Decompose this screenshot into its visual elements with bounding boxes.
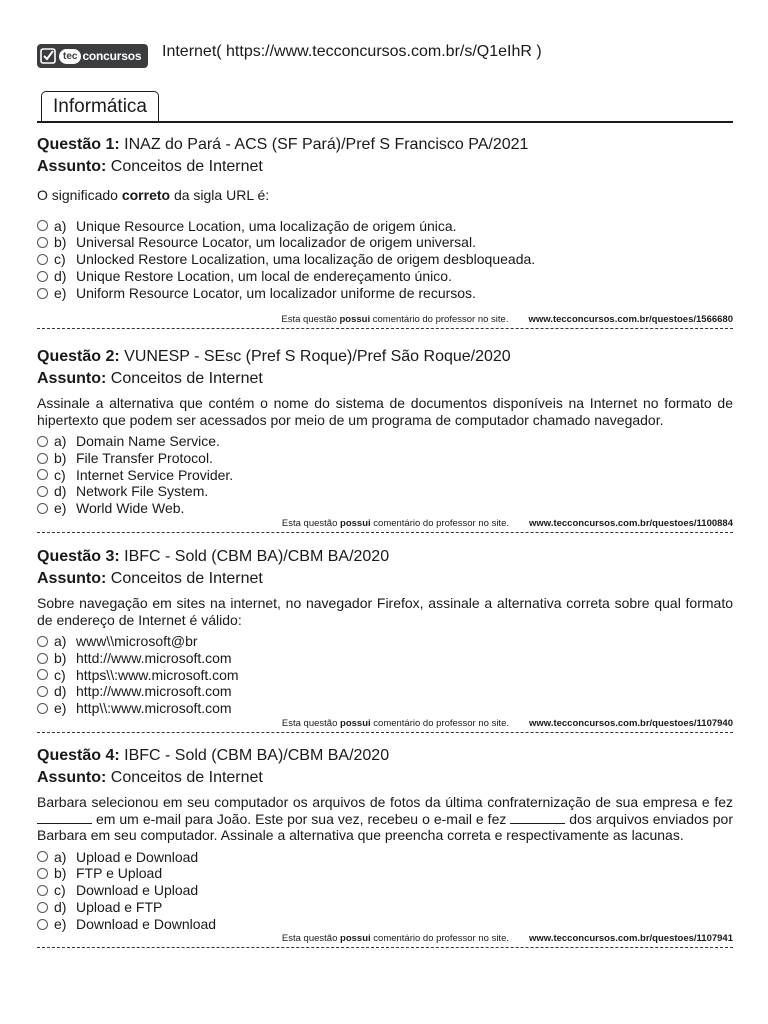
options-list xyxy=(37,633,733,717)
option-b[interactable]: b) httd://www.microsoft.com xyxy=(37,650,733,667)
question-title: Questão 4: IBFC - Sold (CBM BA)/CBM BA/2020 xyxy=(37,747,390,764)
radio-icon[interactable] xyxy=(37,636,48,647)
logo-tec-badge: tec xyxy=(59,49,81,64)
question-1 xyxy=(37,134,733,329)
question-subject: Assunto: Conceitos de Internet xyxy=(37,769,263,786)
option-c[interactable]: c) https\\:www.microsoft.com xyxy=(37,667,733,684)
question-title: Questão 1: INAZ do Pará - ACS (SF Pará)/Pref S Francisco PA/2021 xyxy=(37,136,529,153)
footer-note: Esta questão possui comentário do professor no site. xyxy=(281,717,509,729)
option-a[interactable]: a) Domain Name Service. xyxy=(37,433,733,450)
option-c[interactable]: c) Download e Upload xyxy=(37,882,733,899)
radio-icon[interactable] xyxy=(37,868,48,879)
radio-icon[interactable] xyxy=(37,220,48,231)
question-text: Barbara selecionou em seu computador os arquivos de fotos da última confraternização de sua empresa e fez em um e-mail para João. Este por sua vez, recebeu o e-mail e fez dos arquivos enviados por Barbara em seu computador. Assinale a alternativa que preencha correta e respectivamente as lacunas. xyxy=(37,794,733,843)
footer-note: Esta questão possui comentário do professor no site. xyxy=(281,517,509,529)
blank-field xyxy=(37,811,92,824)
radio-icon[interactable] xyxy=(37,271,48,282)
option-d[interactable]: d) Unique Restore Location, um local de endereçamento único. xyxy=(37,268,733,285)
radio-icon[interactable] xyxy=(37,503,48,514)
radio-icon[interactable] xyxy=(37,453,48,464)
radio-icon[interactable] xyxy=(37,902,48,913)
radio-icon[interactable] xyxy=(37,469,48,480)
radio-icon[interactable] xyxy=(37,653,48,664)
page-title: Internet( https://www.tecconcursos.com.br/s/Q1eIhR ) xyxy=(162,43,542,60)
option-b[interactable]: b) File Transfer Protocol. xyxy=(37,450,733,467)
tecconcursos-logo xyxy=(37,44,148,68)
radio-icon[interactable] xyxy=(37,885,48,896)
check-icon xyxy=(37,44,59,68)
question-footer xyxy=(37,718,733,733)
option-e[interactable]: e) http\\:www.microsoft.com xyxy=(37,700,733,717)
option-d[interactable]: d) Upload e FTP xyxy=(37,899,733,916)
question-title: Questão 2: VUNESP - SEsc (Pref S Roque)/Pref São Roque/2020 xyxy=(37,348,511,365)
radio-icon[interactable] xyxy=(37,436,48,447)
question-text: Sobre navegação em sites na internet, no navegador Firefox, assinale a alternativa correta sobre qual formato de endereço de Internet é válido: xyxy=(37,595,733,628)
radio-icon[interactable] xyxy=(37,669,48,680)
question-3 xyxy=(37,546,733,733)
options-list xyxy=(37,433,733,517)
option-a[interactable]: a) Upload e Download xyxy=(37,849,733,866)
blank-field xyxy=(510,811,565,824)
radio-icon[interactable] xyxy=(37,254,48,265)
option-d[interactable]: d) Network File System. xyxy=(37,483,733,500)
options-list xyxy=(37,218,733,302)
radio-icon[interactable] xyxy=(37,686,48,697)
question-2 xyxy=(37,346,733,533)
option-e[interactable]: e) Uniform Resource Locator, um localizador uniforme de recursos. xyxy=(37,285,733,302)
question-4 xyxy=(37,745,733,948)
options-list xyxy=(37,849,733,933)
question-footer xyxy=(37,933,733,948)
option-e[interactable]: e) Download e Download xyxy=(37,916,733,933)
question-subject: Assunto: Conceitos de Internet xyxy=(37,370,263,387)
option-b[interactable]: b) FTP e Upload xyxy=(37,865,733,882)
option-a[interactable]: a) Unique Resource Location, uma localização de origem única. xyxy=(37,218,733,235)
footer-note: Esta questão possui comentário do professor no site. xyxy=(281,314,509,326)
footer-note: Esta questão possui comentário do professor no site. xyxy=(281,933,509,945)
radio-icon[interactable] xyxy=(37,703,48,714)
question-title: Questão 3: IBFC - Sold (CBM BA)/CBM BA/2020 xyxy=(37,548,390,565)
option-a[interactable]: a) www\\microsoft@br xyxy=(37,633,733,650)
option-b[interactable]: b) Universal Resource Locator, um localizador de origem universal. xyxy=(37,234,733,251)
subject-divider xyxy=(37,121,733,123)
option-e[interactable]: e) World Wide Web. xyxy=(37,500,733,517)
subject-tab: Informática xyxy=(41,91,159,122)
radio-icon[interactable] xyxy=(37,919,48,930)
option-d[interactable]: d) http://www.microsoft.com xyxy=(37,683,733,700)
question-text: O significado correto da sigla URL é: xyxy=(37,187,270,203)
question-subject: Assunto: Conceitos de Internet xyxy=(37,158,263,175)
question-footer xyxy=(37,314,733,329)
question-link[interactable]: www.tecconcursos.com.br/questoes/1107940 xyxy=(529,717,733,729)
question-link[interactable]: www.tecconcursos.com.br/questoes/1107941 xyxy=(529,933,733,945)
radio-icon[interactable] xyxy=(37,237,48,248)
option-c[interactable]: c) Internet Service Provider. xyxy=(37,467,733,484)
radio-icon[interactable] xyxy=(37,486,48,497)
logo-text: concursos xyxy=(82,49,142,63)
question-footer xyxy=(37,518,733,533)
option-c[interactable]: c) Unlocked Restore Localization, uma localização de origem desbloqueada. xyxy=(37,251,733,268)
question-link[interactable]: www.tecconcursos.com.br/questoes/1566680 xyxy=(528,314,733,326)
page-header xyxy=(37,40,737,70)
radio-icon[interactable] xyxy=(37,851,48,862)
question-link[interactable]: www.tecconcursos.com.br/questoes/1100884 xyxy=(529,517,733,529)
radio-icon[interactable] xyxy=(37,288,48,299)
question-text: Assinale a alternativa que contém o nome do sistema de documentos disponíveis na Internet no formato de hipertexto que podem ser acessados por meio de um programa de computador chamado navegador. xyxy=(37,395,733,428)
question-subject: Assunto: Conceitos de Internet xyxy=(37,570,263,587)
